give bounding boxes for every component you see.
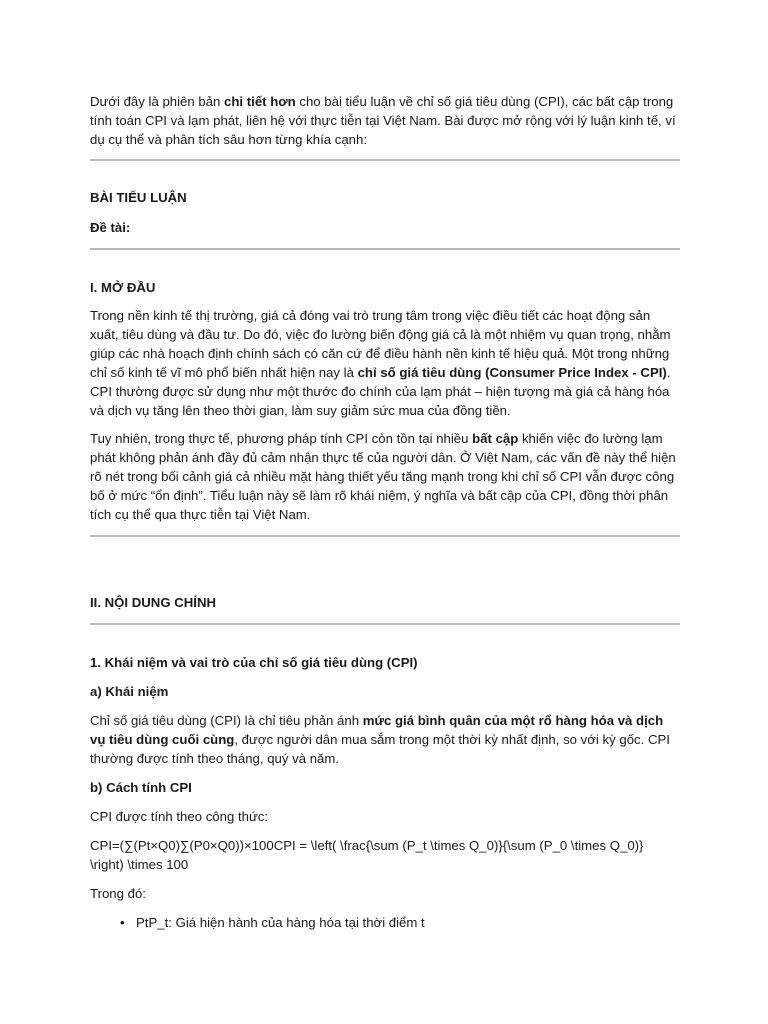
section1-paragraph-1 — [90, 306, 680, 420]
paragraph-text: Trong nền kinh tế thị trường, giá cả đóng vai trò trung tâm trong việc điều tiết các hoạt động sản xuất, tiêu dùng và đầu tư. Do đó, việc đo lường biến động giá cả là một nhiệm vụ quan trọng, nhằm giúp các nhà hoạch định chính sách có căn cứ để điều hành nền kinh tế hiệu quả. Một trong những chỉ số kinh tế vĩ mô phổ biến nhất hiện nay là — [90, 308, 671, 380]
list-item: • PtP_t: Giá hiện hành của hàng hóa tại thời điểm t — [120, 913, 680, 932]
where-label: Trong đó: — [90, 886, 146, 901]
paragraph-text: Chỉ số giá tiêu dùng (CPI) là chỉ tiêu phản ánh — [90, 713, 363, 728]
intro-text-rest: cho bài tiểu luận về chỉ số giá tiêu dùng (CPI), các bất cập trong tính toán CPI và lạm phát, liên hệ với thực tiễn tại Việt Nam. Bài được mở rộng với lý luận kinh tế, ví dụ cụ thể và phân tích sâu hơn từng khía cạnh: — [90, 94, 676, 147]
essay-label: BÀI TIỂU LUẬN — [90, 190, 187, 205]
subsection-heading-1: 1. Khái niệm và vai trò của chỉ số giá tiêu dùng (CPI) — [90, 655, 418, 670]
paragraph-text-rest: , được người dân mua sắm trong một thời kỳ nhất định, so với kỳ gốc. CPI thường được tính theo tháng, quý và năm. — [90, 732, 670, 766]
paragraph-text: Tuy nhiên, trong thực tế, phương pháp tính CPI còn tồn tại nhiều — [90, 431, 473, 446]
shortcomings-bold: bất cập — [472, 431, 519, 446]
divider — [90, 159, 680, 161]
divider — [90, 623, 680, 625]
cpi-term-bold: chỉ số giá tiêu dùng (Consumer Price Index - CPI) — [357, 365, 667, 380]
subsection-heading-1b: b) Cách tính CPI — [90, 780, 192, 795]
topic-label: Đề tài: — [90, 220, 131, 235]
paragraph-text-rest: . CPI thường được sử dụng như một thước đo chính của lạm phát – hiện tượng mà giá cả hàng hóa và dịch vụ tăng lên theo thời gian, làm suy giảm sức mua của đồng tiền. — [90, 365, 671, 418]
definition-paragraph — [90, 711, 680, 768]
intro-bold: chi tiết hơn — [224, 94, 296, 109]
intro-paragraph — [90, 92, 680, 149]
section-heading-intro: I. MỞ ĐẦU — [90, 280, 156, 295]
section1-paragraph-2 — [90, 429, 680, 524]
formula-text: CPI=(∑(Pt×Q0)∑(P0×Q0))×100CPI = \left( \frac{\sum (P_t \times Q_0)}{\sum (P_0 \times Q_0)} \right) \times 100 — [90, 838, 644, 872]
definition-bold: mức giá bình quân của một rổ hàng hóa và dịch vụ tiêu dùng cuối cùng — [90, 713, 664, 747]
section-heading-main: II. NỘI DUNG CHÍNH — [90, 595, 217, 610]
divider — [90, 248, 680, 250]
terms-list — [90, 913, 680, 932]
intro-text: Dưới đây là phiên bản — [90, 94, 225, 109]
formula-intro: CPI được tính theo công thức: — [90, 809, 269, 824]
document-page — [90, 92, 680, 932]
divider — [90, 535, 680, 537]
paragraph-text-rest: khiến việc đo lường lạm phát không phản ánh đầy đủ cảm nhận thực tế của người dân. Ở Việt Nam, các vấn đề này thể hiện rõ nét trong bối cảnh giá cả nhiều mặt hàng thiết yếu tăng mạnh trong khi chỉ số CPI vẫn được công bố ở mức “ổn định”. Tiểu luận này sẽ làm rõ khái niệm, ý nghĩa và bất cập của CPI, đồng thời phân tích cụ thể qua thực tiễn tại Việt Nam. — [90, 431, 676, 522]
subsection-heading-1a: a) Khái niệm — [90, 684, 169, 699]
